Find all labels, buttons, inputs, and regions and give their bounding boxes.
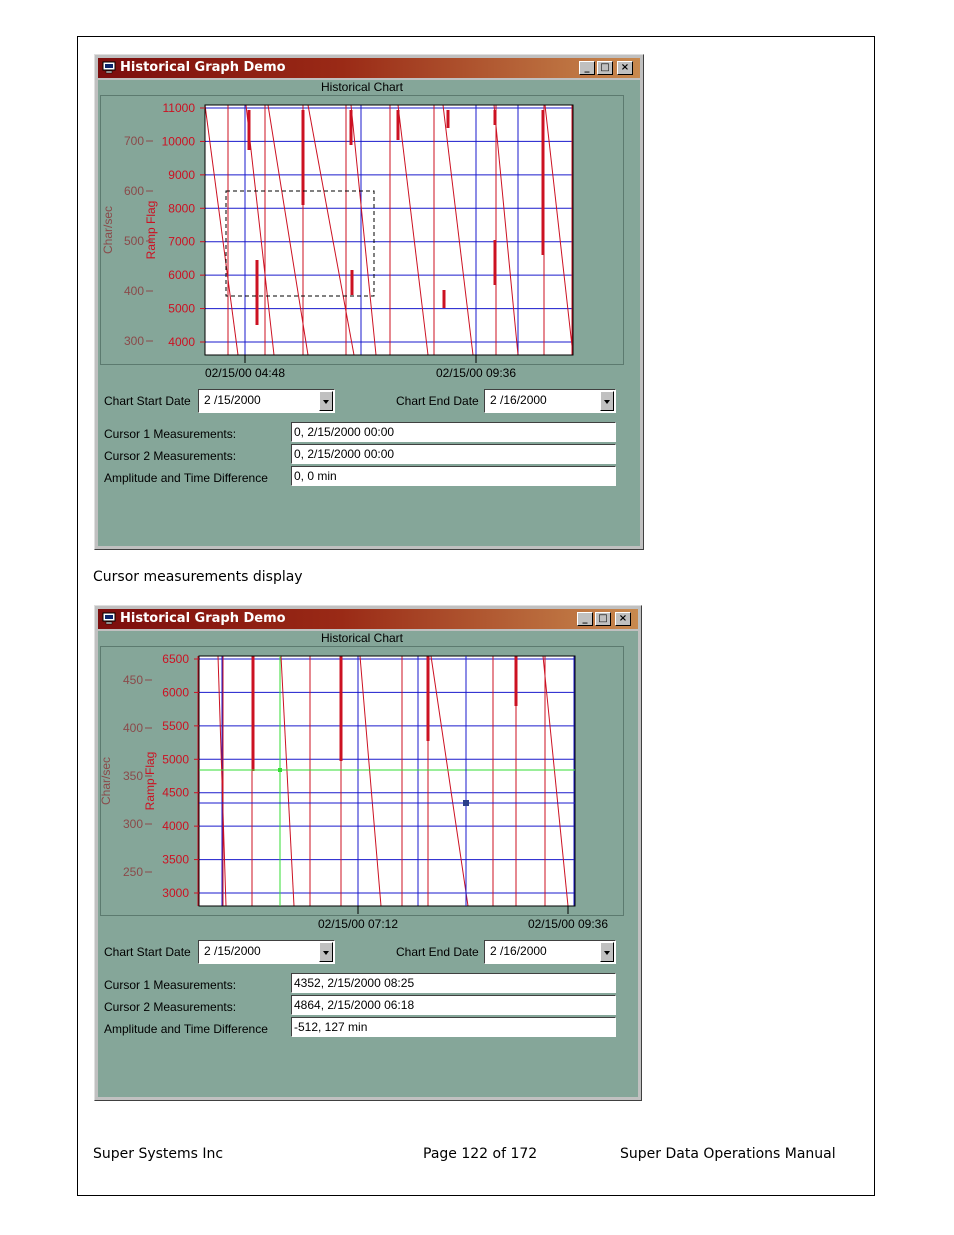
cursor2-value: 4864, 2/15/2000 06:18: [294, 998, 415, 1012]
cursor1-value: 0, 2/15/2000 00:00: [294, 425, 395, 439]
historical-chart[interactable]: [98, 631, 638, 931]
x-tick-label: 02/15/00 09:36: [527, 917, 609, 931]
window-client: [98, 80, 640, 546]
cursor2-label: Cursor 2 Measurements:: [104, 449, 237, 463]
app-monitor-icon: [102, 61, 116, 74]
chart-end-date-select[interactable]: [484, 389, 616, 413]
y2-tick-label: 600: [123, 184, 144, 198]
difference-field[interactable]: [291, 1017, 616, 1037]
y2-axis-title: Char/sec: [99, 756, 113, 806]
y2-tick-label: 700: [123, 134, 144, 148]
y1-tick-label: 5000: [162, 752, 189, 767]
chart-start-date-value: 2 /15/2000: [204, 944, 261, 958]
cursor2-label: Cursor 2 Measurements:: [104, 1000, 237, 1014]
y1-tick-label: 6000: [168, 268, 195, 283]
y2-tick-label: 350: [122, 769, 143, 783]
y1-tick-label: 5000: [168, 301, 195, 316]
y2-tick-label: 400: [122, 721, 143, 735]
chevron-down-icon[interactable]: [319, 942, 333, 962]
chart-title: Historical Chart: [320, 80, 404, 94]
close-button[interactable]: ×: [617, 61, 633, 75]
chart-end-date-value: 2 /16/2000: [490, 393, 547, 407]
y1-tick-label: 3500: [162, 852, 189, 867]
y1-axis-title: Ramp Flag: [143, 751, 157, 811]
difference-label: Amplitude and Time Difference: [104, 471, 268, 485]
historical-chart[interactable]: [98, 80, 638, 380]
difference-value: 0, 0 min: [294, 469, 337, 483]
x-tick-label: 02/15/00 07:12: [317, 917, 399, 931]
y1-tick-label: 3000: [162, 886, 189, 900]
minimize-button[interactable]: _: [577, 612, 593, 626]
window-title: Historical Graph Demo: [120, 611, 286, 626]
cursor2-field[interactable]: [291, 995, 616, 1015]
x-tick-label: 02/15/00 04:48: [204, 366, 286, 380]
cursor1-label: Cursor 1 Measurements:: [104, 427, 237, 441]
chart-start-date-label: Chart Start Date: [104, 945, 191, 959]
y2-tick-label: 300: [122, 817, 143, 831]
chevron-down-icon[interactable]: [600, 942, 614, 962]
cursor1-field[interactable]: [291, 973, 616, 993]
y1-tick-label: 4500: [162, 785, 189, 800]
chart-start-date-select[interactable]: [198, 389, 335, 413]
chevron-down-icon[interactable]: [319, 391, 333, 411]
title-bar[interactable]: [98, 609, 638, 629]
historical-graph-window-2: [94, 605, 642, 1101]
plot-area: [199, 656, 575, 906]
x-tick-label: 02/15/00 09:36: [435, 366, 517, 380]
y2-tick-label: 300: [123, 334, 144, 348]
cursor1-marker: [463, 800, 469, 806]
footer-page-number: Page 122 of 172: [423, 1146, 538, 1162]
chart-end-date-label: Chart End Date: [396, 394, 479, 408]
cursor1-field[interactable]: [291, 422, 616, 442]
y1-tick-label: 8000: [168, 201, 195, 216]
chart-start-date-label: Chart Start Date: [104, 394, 191, 408]
close-button[interactable]: ×: [615, 612, 631, 626]
cursor1-label: Cursor 1 Measurements:: [104, 978, 237, 992]
difference-field[interactable]: [291, 466, 616, 486]
cursor2-field[interactable]: [291, 444, 616, 464]
y1-tick-label: 4000: [162, 819, 189, 834]
y1-tick-label: 7000: [168, 234, 195, 249]
chart-end-date-select[interactable]: [484, 940, 616, 964]
y1-axis-title: Ramp Flag: [144, 200, 158, 260]
chart-start-date-select[interactable]: [198, 940, 335, 964]
chevron-down-icon[interactable]: [600, 391, 614, 411]
y1-tick-label: 5500: [162, 718, 189, 733]
maximize-button[interactable]: □: [595, 612, 611, 626]
cursor2-value: 0, 2/15/2000 00:00: [294, 447, 395, 461]
y2-tick-label: 500: [123, 234, 144, 248]
y1-tick-label: 4000: [168, 335, 195, 349]
chart-end-date-value: 2 /16/2000: [490, 944, 547, 958]
footer-manual-title: Super Data Operations Manual: [620, 1146, 836, 1162]
chart-title: Historical Chart: [320, 631, 404, 645]
window-title: Historical Graph Demo: [120, 60, 286, 75]
y2-tick-label: 250: [122, 865, 143, 879]
chart-end-date-label: Chart End Date: [396, 945, 479, 959]
y1-tick-label: 11000: [162, 101, 195, 115]
footer-company: Super Systems Inc: [93, 1146, 224, 1162]
y1-tick-label: 6000: [162, 685, 189, 700]
app-monitor-icon: [102, 612, 116, 625]
y2-tick-label: 450: [122, 673, 143, 687]
title-bar[interactable]: [98, 58, 640, 78]
window-client: [98, 631, 638, 1097]
cursor1-value: 4352, 2/15/2000 08:25: [294, 976, 415, 990]
y2-tick-label: 400: [123, 284, 144, 298]
cursor2-marker: [278, 768, 282, 772]
figure-caption: Cursor measurements display: [93, 569, 303, 585]
y2-axis-title: Char/sec: [101, 205, 115, 255]
chart-start-date-value: 2 /15/2000: [204, 393, 261, 407]
difference-value: -512, 127 min: [294, 1020, 368, 1034]
difference-label: Amplitude and Time Difference: [104, 1022, 268, 1036]
y1-tick-label: 6500: [162, 652, 189, 666]
y1-tick-label: 10000: [161, 134, 195, 149]
historical-graph-window-1: [94, 54, 644, 550]
minimize-button[interactable]: _: [579, 61, 595, 75]
maximize-button[interactable]: □: [597, 61, 613, 75]
y1-tick-label: 9000: [168, 167, 195, 182]
